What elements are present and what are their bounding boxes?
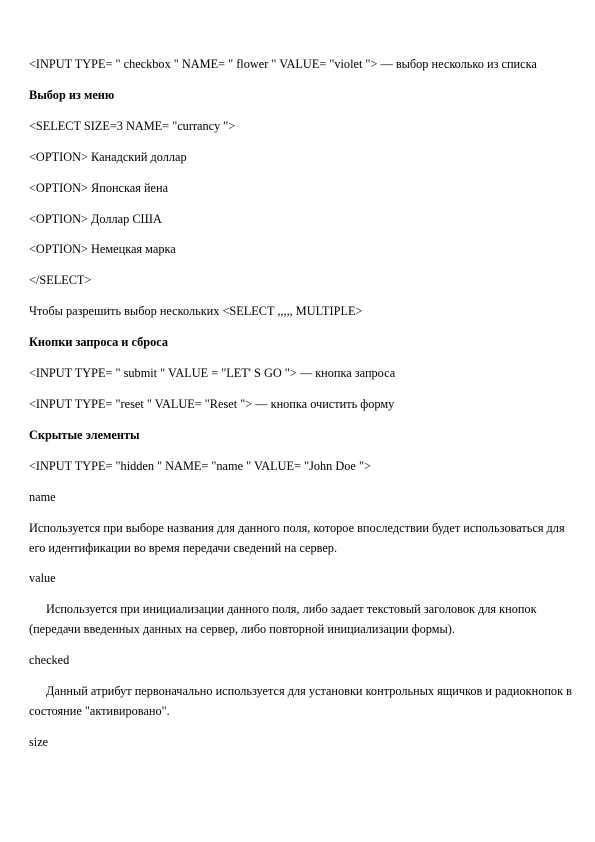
name-attribute-description: Используется при выборе названия для данного поля, которое впоследствии будет использоваться для его идентификации во время передачи сведений на сервер. [29,520,565,555]
option-line-4: <OPTION> Немецкая марка [29,242,176,257]
option-line-3: <OPTION> Доллар США [29,211,162,226]
menu-section-heading: Выбор из меню [29,87,115,102]
select-open-line: <SELECT SIZE=3 NAME= "currancy "> [29,118,236,133]
option-line-2: <OPTION> Японская йена [29,180,169,195]
checkbox-example-line: <INPUT TYPE= " checkbox " NAME= " flower " VALUE= "violet "> — выбор несколько из списка [29,57,537,71]
hidden-example-line: <INPUT TYPE= "hidden " NAME= "name " VALUE= "John Doe "> [29,458,371,473]
checked-attribute-term: checked [29,653,70,668]
select-close-line: </SELECT> [29,273,92,288]
hidden-section-heading: Скрытые элементы [29,427,140,442]
value-attribute-description: Используется при инициализации данного поля, либо задает текстовый заголовок для кнопок (передачи введенных данных на сервер, либо повторной инициализации формы). [29,602,537,637]
multiple-note-line: Чтобы разрешить выбор нескольких <SELECT ,,,,, MULTIPLE> [29,304,363,319]
checked-attribute-description: Данный атрибут первоначально используется для установки контрольных ящичков и радиокнопок в состояние "активировано". [29,684,572,718]
submit-example-line: <INPUT TYPE= " submit " VALUE = "LET' S GO "> — кнопка запроса [29,366,396,381]
document-page [29,55,574,764]
buttons-section-heading: Кнопки запроса и сброса [29,335,168,350]
option-line-1: <OPTION> Канадский доллар [29,149,187,164]
size-attribute-term: size [29,734,49,749]
reset-example-line: <INPUT TYPE= "reset " VALUE= "Reset "> — кнопка очистить форму [29,396,395,411]
value-attribute-term: value [29,571,56,586]
name-attribute-term: name [29,489,56,504]
